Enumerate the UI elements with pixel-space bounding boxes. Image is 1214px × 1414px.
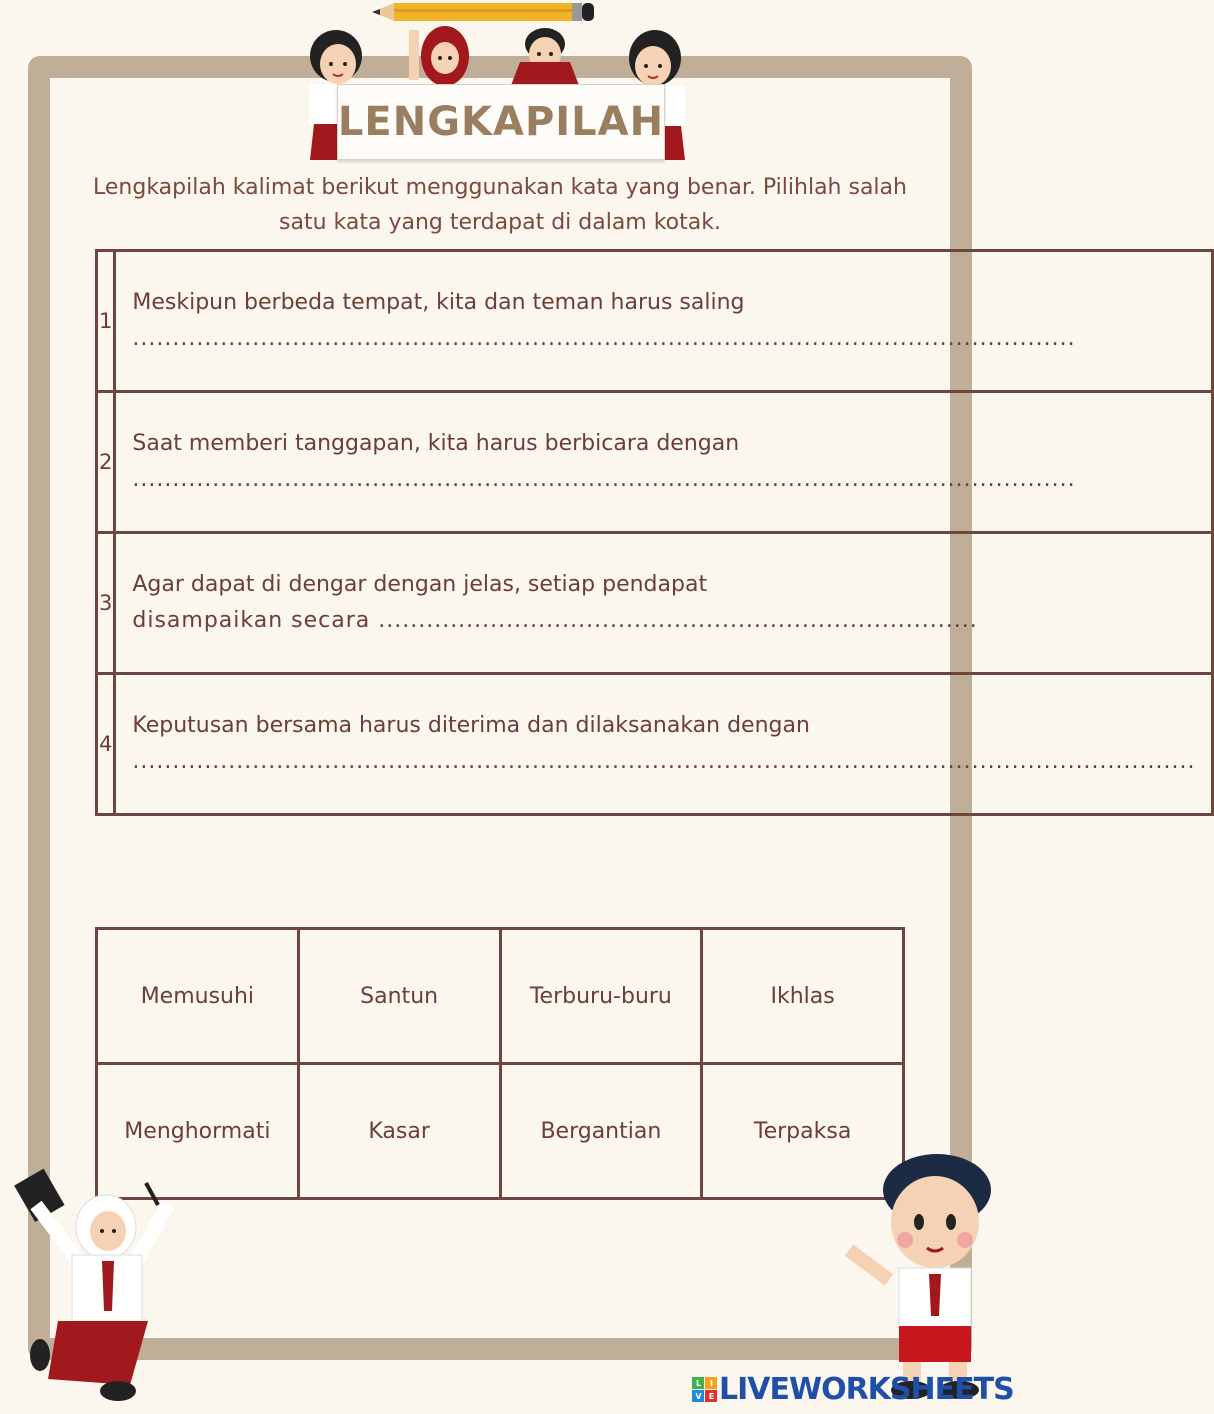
question-number: 3 [97, 533, 115, 674]
question-text [115, 674, 1213, 815]
word-option: Terpaksa [702, 1064, 904, 1199]
question-number: 1 [97, 251, 115, 392]
answer-blank[interactable]: disampaikan secara ........................................................................... [132, 608, 978, 633]
word-option: Menghormati [97, 1064, 299, 1199]
question-line: Saat memberi tanggapan, kita harus berbicara dengan [132, 431, 740, 456]
liveworksheets-logo-icon: L I V E [692, 1377, 717, 1402]
student-girl-illustration [18, 1165, 178, 1405]
questions-table [95, 249, 1214, 816]
student-boy-illustration [845, 1150, 995, 1400]
word-bank-table [95, 927, 905, 1200]
boy-illustration-top [500, 22, 590, 88]
word-bank-row [97, 1064, 904, 1199]
question-line: Keputusan bersama harus diterima dan dilaksanakan dengan [132, 713, 810, 738]
question-line: Agar dapat di dengar dengan jelas, setiap pendapat [132, 572, 708, 597]
answer-blank[interactable]: ...................................................................................................................... [132, 326, 1076, 351]
page-title: LENGKAPILAH [337, 99, 665, 145]
hijab-girl-illustration [405, 20, 485, 90]
question-row [97, 533, 1213, 674]
question-number: 2 [97, 392, 115, 533]
instructions-text: Lengkapilah kalimat berikut menggunakan kata yang benar. Pilihlah salah satu kata yang terdapat di dalam kotak. [93, 175, 907, 235]
word-option: Memusuhi [97, 929, 299, 1064]
title-banner [337, 84, 665, 160]
word-bank-row [97, 929, 904, 1064]
question-row [97, 392, 1213, 533]
watermark-text: LIVEWORKSHEETS [719, 1372, 1014, 1407]
question-line: Meskipun berbeda tempat, kita dan teman harus saling [132, 290, 745, 315]
liveworksheets-watermark [692, 1372, 1014, 1407]
question-text [115, 251, 1213, 392]
word-option: Kasar [298, 1064, 500, 1199]
question-text [115, 533, 1213, 674]
question-number: 4 [97, 674, 115, 815]
question-row [97, 251, 1213, 392]
word-option: Ikhlas [702, 929, 904, 1064]
question-text [115, 392, 1213, 533]
answer-blank[interactable]: ...................................................................................................................... [132, 467, 1076, 492]
word-option: Terburu-buru [500, 929, 702, 1064]
word-option: Bergantian [500, 1064, 702, 1199]
answer-blank[interactable]: ..................................................................................................................................... [132, 749, 1196, 774]
question-row [97, 674, 1213, 815]
word-option: Santun [298, 929, 500, 1064]
